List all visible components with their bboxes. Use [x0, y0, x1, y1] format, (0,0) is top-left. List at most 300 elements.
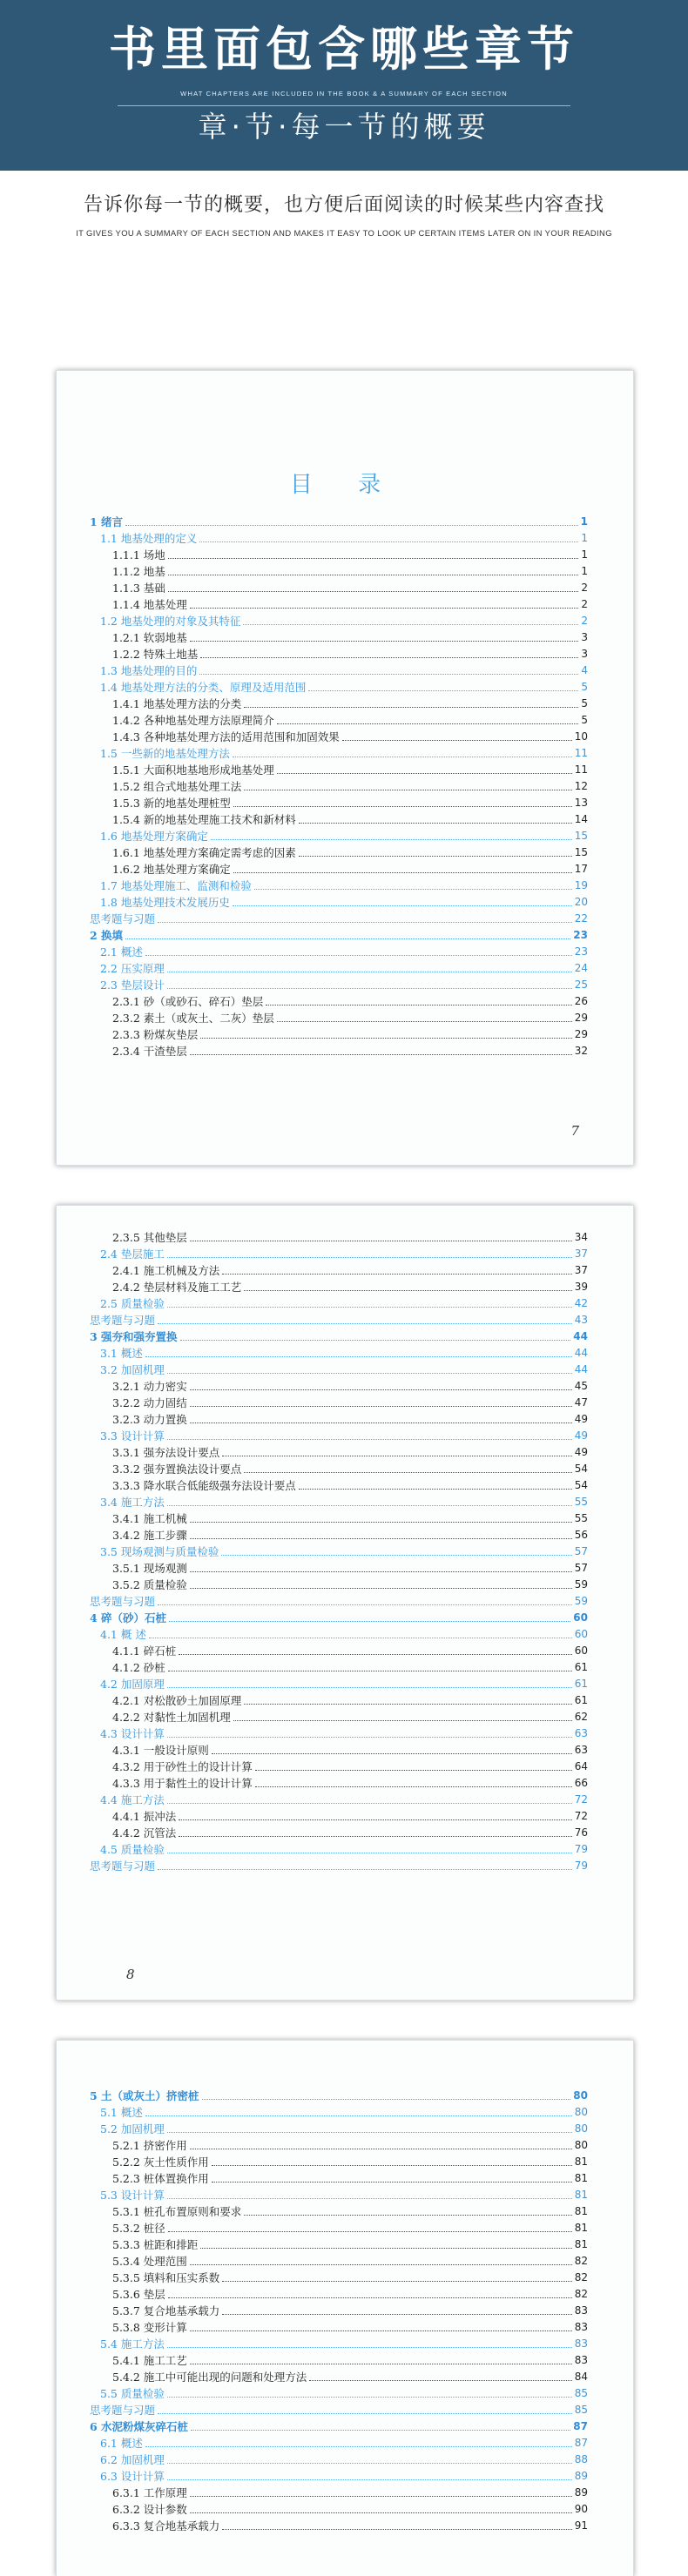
toc-leader-dots [167, 1504, 572, 1506]
toc-entry [57, 1643, 633, 1659]
toc-leader-dots [243, 623, 578, 625]
intro-text-en: IT GIVES YOU A SUMMARY OF EACH SECTION AND MAKES IT EASY TO LOOK UP CERTAIN ITEMS LATER ON IN YOUR READING [76, 228, 612, 238]
toc-entry-label: 4.1.2 砂桩 [112, 1661, 165, 1674]
header-banner [0, 0, 688, 171]
toc-leader-dots [190, 1570, 572, 1572]
toc-leader-dots [244, 706, 578, 708]
toc-entry-page: 81 [574, 2156, 588, 2168]
toc-entry-label: 5.3.5 填料和压实系数 [112, 2271, 220, 2284]
toc-entry-label: 3.2.2 动力固结 [112, 1396, 187, 1409]
toc-entry [57, 1494, 633, 1510]
toc-leader-dots [190, 1587, 572, 1589]
toc-leader-dots [180, 1339, 571, 1341]
toc-entry [57, 977, 633, 993]
toc-leader-dots [168, 574, 579, 575]
toc-entry-label: 3.5 现场观测与质量检验 [100, 1545, 219, 1558]
toc-entry-page: 13 [574, 797, 588, 809]
toc-entry-page: 37 [574, 1248, 588, 1260]
toc-entry-label: 4.4 施工方法 [100, 1793, 165, 1806]
toc-entry [57, 662, 633, 679]
toc-leader-dots [299, 1488, 572, 1490]
toc-entry-page: 29 [574, 1012, 588, 1024]
toc-entry [57, 646, 633, 662]
toc-leader-dots [145, 2115, 572, 2116]
toc-entry-page: 39 [574, 1281, 588, 1293]
toc-leader-dots [167, 1852, 572, 1853]
toc-leader-dots [200, 1037, 571, 1039]
toc-entry-page: 89 [574, 2470, 588, 2482]
banner-divider [118, 105, 570, 106]
toc-entry-label: 1 绪言 [90, 515, 124, 528]
toc-entry [57, 1279, 633, 1295]
toc-leader-dots [244, 2214, 571, 2216]
toc-entry [57, 2187, 633, 2203]
toc-entry-page: 49 [574, 1429, 588, 1442]
toc-entry [57, 2104, 633, 2121]
toc-entry-page: 2 [581, 582, 588, 594]
toc-entry [57, 2501, 633, 2518]
toc-entry-label: 2.3.1 砂（或砂石、碎石）垫层 [112, 995, 264, 1008]
toc-entry [57, 1411, 633, 1428]
toc-entry [57, 1229, 633, 1246]
toc-entry [57, 2303, 633, 2319]
toc-leader-dots [158, 921, 572, 923]
toc-entry-page: 84 [574, 2371, 588, 2383]
toc-entry [57, 1593, 633, 1610]
toc-entry-page: 80 [574, 2139, 588, 2151]
toc-entry-label: 5.2.1 挤密作用 [112, 2139, 187, 2152]
toc-leader-dots [167, 1256, 572, 1258]
toc-entry-label: 5.1 概述 [100, 2106, 143, 2119]
toc-entry-page: 5 [581, 714, 588, 726]
toc-entry-page: 1 [581, 565, 588, 577]
toc-entry-page: 90 [574, 2503, 588, 2515]
toc-entry-label: 4.2.2 对黏性土加固机理 [112, 1711, 231, 1724]
toc-leader-dots [254, 888, 572, 890]
toc-entry-page: 2 [581, 615, 588, 627]
toc-leader-dots [221, 1554, 571, 1556]
toc-entry [57, 729, 633, 745]
toc-entry-label: 6.3.3 复合地基承载力 [112, 2519, 220, 2532]
toc-entry-label: 5.2 加固机理 [100, 2122, 165, 2135]
banner-subtitle: 章·节·每一节的概要 [198, 110, 490, 144]
toc-entry-page: 15 [574, 846, 588, 858]
toc-entry [57, 1742, 633, 1759]
toc-leader-dots [167, 2131, 572, 2133]
toc-entry-page: 23 [573, 929, 588, 941]
toc-entry [57, 811, 633, 828]
toc-entry-label: 3.4.1 施工机械 [112, 1512, 187, 1525]
toc-entry-label: 4.1 概 述 [100, 1628, 146, 1641]
toc-leader-dots [158, 2412, 572, 2414]
toc-entry-label: 1.1 地基处理的定义 [100, 532, 198, 545]
toc-leader-dots [266, 1004, 571, 1006]
toc-leader-dots [168, 1670, 572, 1671]
toc-entry-label: 1.5 一些新的地基处理方法 [100, 747, 230, 760]
toc-entry-page: 57 [574, 1562, 588, 1574]
toc-entry [57, 2518, 633, 2534]
toc-entry-label: 6.3.2 设计参数 [112, 2503, 187, 2516]
toc-leader-dots [168, 2297, 572, 2298]
toc-entry-label: 2.5 质量检验 [100, 1297, 165, 1310]
toc-entry-page: 85 [574, 2387, 588, 2399]
toc-entry [57, 1626, 633, 1643]
toc-entry-label: 5.2.2 灰土性质作用 [112, 2156, 209, 2169]
toc-entry-label: 2.1 概述 [100, 945, 143, 958]
toc-entry-label: 3.3 设计计算 [100, 1429, 165, 1443]
toc-entry-page: 83 [574, 2304, 588, 2317]
toc-entry-label: 1.1.4 地基处理 [112, 598, 187, 611]
toc-leader-dots [190, 2330, 572, 2331]
toc-entry-page: 63 [574, 1727, 588, 1739]
toc-entry [57, 580, 633, 596]
toc-entry-label: 4 碎（砂）石桩 [90, 1611, 167, 1624]
toc-entry-page: 89 [574, 2486, 588, 2499]
toc-entry-label: 1.5.4 新的地基处理施工技术和新材料 [112, 813, 296, 826]
toc-entry-label: 5.4.2 施工中可能出现的问题和处理方法 [112, 2371, 307, 2384]
toc-entry [57, 1362, 633, 1378]
toc-entry-page: 72 [574, 1810, 588, 1822]
toc-entry-page: 54 [574, 1479, 588, 1491]
toc-leader-dots [190, 2512, 572, 2513]
toc-entry [57, 629, 633, 646]
toc-leader-dots [125, 524, 578, 526]
toc-leader-dots [158, 1604, 572, 1605]
toc-entry [57, 795, 633, 811]
toc-leader-dots [199, 541, 578, 542]
toc-entry-page: 4 [581, 664, 588, 676]
toc-entry-page: 12 [574, 780, 588, 792]
toc-entry [57, 563, 633, 580]
toc-entry [57, 1577, 633, 1593]
toc-entry-page: 63 [574, 1744, 588, 1756]
toc-leader-dots [145, 1355, 572, 1357]
toc-entry [57, 1825, 633, 1841]
toc-entry-page: 61 [574, 1678, 588, 1690]
toc-leader-dots [233, 805, 572, 807]
toc-entry-page: 25 [574, 979, 588, 991]
toc-entry [57, 2435, 633, 2452]
toc-entry [57, 1775, 633, 1792]
toc-entry [57, 2402, 633, 2418]
toc-entry [57, 2137, 633, 2154]
toc-entry-page: 1 [581, 532, 588, 544]
toc-entry-page: 37 [574, 1264, 588, 1276]
toc-entry [57, 1659, 633, 1676]
toc-entry-label: 2.2 压实原理 [100, 962, 165, 975]
toc-leader-dots [179, 1819, 571, 1820]
toc-entry-label: 4.5 质量检验 [100, 1843, 165, 1856]
toc-entry-label: 1.4.1 地基处理方法的分类 [112, 697, 242, 710]
toc-entry-page: 5 [581, 681, 588, 693]
toc-entry-page: 83 [574, 2337, 588, 2350]
toc-leader-dots [167, 1736, 572, 1738]
toc-entry-label: 5.3.6 垫层 [112, 2288, 165, 2301]
toc-leader-dots [190, 1537, 572, 1539]
toc-entry-label: 思考题与习题 [90, 2404, 156, 2417]
toc-entry-label: 3.4 施工方法 [100, 1496, 165, 1509]
toc-entry-page: 82 [574, 2271, 588, 2283]
toc-entry [57, 1792, 633, 1808]
toc-entry-page: 20 [574, 896, 588, 908]
toc-entry [57, 613, 633, 629]
toc-entry-page: 81 [574, 2205, 588, 2217]
toc-entry-label: 3.2 加固机理 [100, 1363, 165, 1376]
toc-leader-dots [167, 2197, 572, 2199]
toc-entry-page: 59 [574, 1578, 588, 1591]
toc-entry-label: 2.3.2 素土（或灰土、二灰）垫层 [112, 1012, 274, 1025]
toc-entry [57, 1444, 633, 1461]
toc-entry [57, 1262, 633, 1279]
toc-entry-page: 60 [573, 1611, 588, 1624]
toc-entry-page: 60 [574, 1628, 588, 1640]
toc-entry-page: 19 [574, 879, 588, 891]
toc-list [57, 1229, 633, 1874]
toc-leader-dots [167, 1802, 572, 1804]
toc-entry [57, 1527, 633, 1544]
toc-entry-label: 6.1 概述 [100, 2437, 143, 2450]
toc-entry-page: 62 [574, 1711, 588, 1723]
toc-entry [57, 2485, 633, 2501]
toc-leader-dots [168, 557, 579, 559]
toc-entry [57, 2253, 633, 2270]
toc-leader-dots [244, 1471, 571, 1473]
toc-leader-dots [145, 954, 572, 956]
toc-leader-dots [222, 1455, 571, 1456]
toc-leader-dots [190, 2263, 572, 2265]
toc-entry [57, 1295, 633, 1312]
toc-entry-label: 5.3 设计计算 [100, 2189, 165, 2202]
toc-entry-label: 1.5.2 组合式地基处理工法 [112, 780, 242, 793]
toc-entry-label: 3.3.3 降水联合低能级强夯法设计要点 [112, 1479, 296, 1492]
toc-list [57, 514, 633, 1059]
toc-entry-page: 44 [574, 1347, 588, 1359]
toc-entry-label: 1.6 地基处理方案确定 [100, 830, 208, 843]
toc-entry-label: 1.3 地基处理的目的 [100, 664, 198, 677]
toc-leader-dots [202, 2098, 571, 2100]
toc-leader-dots [167, 1306, 572, 1308]
toc-leader-dots [342, 739, 572, 741]
toc-entry [57, 1345, 633, 1362]
toc-entry-page: 3 [581, 648, 588, 660]
toc-entry-label: 5.5 质量检验 [100, 2387, 165, 2400]
toc-leader-dots [167, 2478, 572, 2480]
toc-entry-label: 3.3.2 强夯置换法设计要点 [112, 1463, 242, 1476]
toc-entry-label: 4.3.2 用于砂性土的设计计算 [112, 1760, 253, 1773]
toc-entry-label: 1.6.1 地基处理方案确定需考虑的因素 [112, 846, 296, 859]
toc-entry-label: 思考题与习题 [90, 1314, 156, 1327]
toc-entry [57, 1692, 633, 1709]
toc-entry-label: 5.3.2 桩径 [112, 2222, 165, 2235]
toc-entry-label: 5 土（或灰土）挤密桩 [90, 2089, 199, 2102]
toc-entry-page: 80 [573, 2089, 588, 2102]
toc-leader-dots [233, 905, 572, 906]
toc-entry-page: 76 [574, 1826, 588, 1839]
toc-entry-label: 5.3.1 桩孔布置原则和要求 [112, 2205, 242, 2218]
toc-entry [57, 778, 633, 795]
toc-leader-dots [199, 673, 578, 675]
toc-leader-dots [169, 1620, 570, 1622]
toc-leader-dots [212, 1752, 572, 1754]
toc-entry [57, 1725, 633, 1742]
toc-entry [57, 878, 633, 894]
toc-leader-dots [191, 2429, 570, 2431]
toc-entry-label: 1.2.2 特殊土地基 [112, 648, 199, 661]
toc-entry-label: 5.3.3 桩距和排距 [112, 2238, 199, 2251]
toc-entry-label: 4.3.1 一般设计原则 [112, 1744, 209, 1757]
toc-entry-page: 72 [574, 1793, 588, 1806]
toc-entry-page: 61 [574, 1661, 588, 1673]
toc-entry-label: 思考题与习题 [90, 1860, 156, 1873]
toc-entry-page: 11 [574, 747, 588, 759]
toc-entry-label: 思考题与习题 [90, 912, 156, 925]
toc-leader-dots [255, 1786, 572, 1787]
toc-entry-page: 44 [573, 1330, 588, 1342]
toc-entry-page: 32 [574, 1045, 588, 1057]
toc-entry-label: 4.4.2 沉管法 [112, 1826, 177, 1840]
toc-entry [57, 1312, 633, 1328]
toc-entry [57, 1759, 633, 1775]
toc-entry-label: 5.2.3 桩体置换作用 [112, 2172, 209, 2185]
toc-entry-page: 29 [574, 1028, 588, 1040]
toc-entry [57, 2088, 633, 2104]
toc-entry-label: 1.7 地基处理施工、监测和检验 [100, 879, 252, 892]
banner-title: 书里面包含哪些章节 [109, 21, 579, 77]
page-number: 8 [126, 1967, 135, 1982]
toc-leader-dots [277, 723, 579, 724]
toc-entry-page: 85 [574, 2404, 588, 2416]
toc-entry [57, 1043, 633, 1059]
toc-entry [57, 2385, 633, 2402]
toc-entry [57, 1026, 633, 1043]
toc-leader-dots [190, 2148, 572, 2149]
toc-entry [57, 745, 633, 762]
toc-leader-dots [222, 2280, 571, 2282]
toc-entry-label: 4.2.1 对松散砂土加固原理 [112, 1694, 242, 1707]
toc-leader-dots [167, 1372, 572, 1374]
toc-entry-page: 1 [581, 548, 588, 561]
toc-page-2 [56, 1205, 634, 2001]
toc-entry-page: 14 [574, 813, 588, 825]
toc-entry-label: 1.1.1 场地 [112, 548, 165, 562]
toc-leader-dots [200, 2247, 571, 2249]
toc-entry-page: 81 [574, 2172, 588, 2184]
toc-page-1 [56, 370, 634, 1166]
toc-entry-label: 6.3 设计计算 [100, 2470, 165, 2483]
toc-entry [57, 1428, 633, 1444]
toc-entry-label: 5.4.1 施工工艺 [112, 2354, 187, 2367]
toc-entry-label: 2 换填 [90, 929, 124, 942]
toc-entry-page: 83 [574, 2321, 588, 2333]
toc-leader-dots [149, 1637, 572, 1638]
toc-leader-dots [167, 1686, 572, 1688]
toc-entry-label: 3.2.1 动力密实 [112, 1380, 187, 1393]
toc-entry-page: 82 [574, 2288, 588, 2300]
toc-entry-page: 49 [574, 1446, 588, 1458]
toc-entry-label: 2.3 垫层设计 [100, 979, 165, 992]
toc-entry-page: 81 [574, 2222, 588, 2234]
toc-entry-page: 81 [574, 2238, 588, 2250]
toc-leader-dots [190, 1240, 572, 1241]
toc-entry-page: 42 [574, 1297, 588, 1309]
toc-entry [57, 2170, 633, 2187]
toc-entry-page: 56 [574, 1529, 588, 1541]
toc-entry [57, 2154, 633, 2170]
toc-entry-label: 1.2.1 软弱地基 [112, 631, 187, 644]
toc-entry-page: 15 [574, 830, 588, 842]
toc-entry-page: 66 [574, 1777, 588, 1789]
toc-entry-label: 6.2 加固机理 [100, 2453, 165, 2466]
toc-entry [57, 547, 633, 563]
toc-leader-dots [167, 971, 572, 972]
toc-entry-page: 81 [574, 2189, 588, 2201]
toc-entry [57, 911, 633, 927]
toc-leader-dots [179, 1653, 571, 1655]
toc-entry-page: 91 [574, 2519, 588, 2532]
toc-entry-page: 17 [574, 863, 588, 875]
toc-entry-page: 54 [574, 1463, 588, 1475]
toc-entry-label: 5.3.8 变形计算 [112, 2321, 187, 2334]
intro-text: 告诉你每一节的概要，也方便后面阅读的时候某些内容查找 [83, 194, 604, 216]
toc-entry-page: 26 [574, 995, 588, 1007]
toc-entry-label: 5.3.7 复合地基承载力 [112, 2304, 220, 2317]
toc-entry-page: 83 [574, 2354, 588, 2366]
toc-entry-label: 1.8 地基处理技术发展历史 [100, 896, 230, 909]
toc-entry-label: 2.4.1 施工机械及方法 [112, 1264, 220, 1277]
toc-entry-label: 2.4 垫层施工 [100, 1248, 165, 1261]
toc-entry-page: 88 [574, 2453, 588, 2465]
toc-entry-label: 1.5.3 新的地基处理桩型 [112, 797, 231, 810]
toc-entry [57, 1461, 633, 1477]
toc-entry-page: 24 [574, 962, 588, 974]
toc-leader-dots [190, 640, 579, 642]
toc-leader-dots [309, 2379, 571, 2381]
toc-entry [57, 1709, 633, 1725]
toc-entry [57, 1477, 633, 1494]
toc-entry-label: 4.1.1 碎石桩 [112, 1644, 177, 1658]
toc-leader-dots [190, 2495, 572, 2497]
toc-entry [57, 2286, 633, 2303]
toc-entry [57, 1544, 633, 1560]
toc-entry-page: 5 [581, 697, 588, 710]
toc-leader-dots [190, 1422, 572, 1423]
toc-leader-dots [190, 1053, 572, 1055]
toc-entry [57, 514, 633, 530]
toc-leader-dots [299, 855, 572, 857]
toc-leader-dots [277, 1020, 572, 1022]
toc-entry [57, 596, 633, 613]
toc-list [57, 2088, 633, 2534]
toc-leader-dots [244, 1703, 571, 1705]
toc-entry [57, 679, 633, 696]
toc-leader-dots [190, 1389, 572, 1390]
toc-heading: 目 录 [289, 472, 401, 498]
toc-entry [57, 1841, 633, 1858]
toc-entry [57, 712, 633, 729]
toc-entry-page: 34 [574, 1231, 588, 1243]
toc-entry [57, 2468, 633, 2485]
toc-entry [57, 894, 633, 911]
toc-leader-dots [145, 2445, 572, 2447]
toc-entry [57, 2236, 633, 2253]
toc-entry [57, 2319, 633, 2336]
toc-entry-page: 87 [573, 2420, 588, 2432]
toc-entry-label: 3.1 概述 [100, 1347, 143, 1360]
toc-leader-dots [212, 2164, 572, 2166]
toc-entry-label: 1.5.1 大面积地基地形成地基处理 [112, 763, 274, 777]
toc-entry-page: 3 [581, 631, 588, 643]
toc-entry-label: 3.4.2 施工步骤 [112, 1529, 187, 1542]
